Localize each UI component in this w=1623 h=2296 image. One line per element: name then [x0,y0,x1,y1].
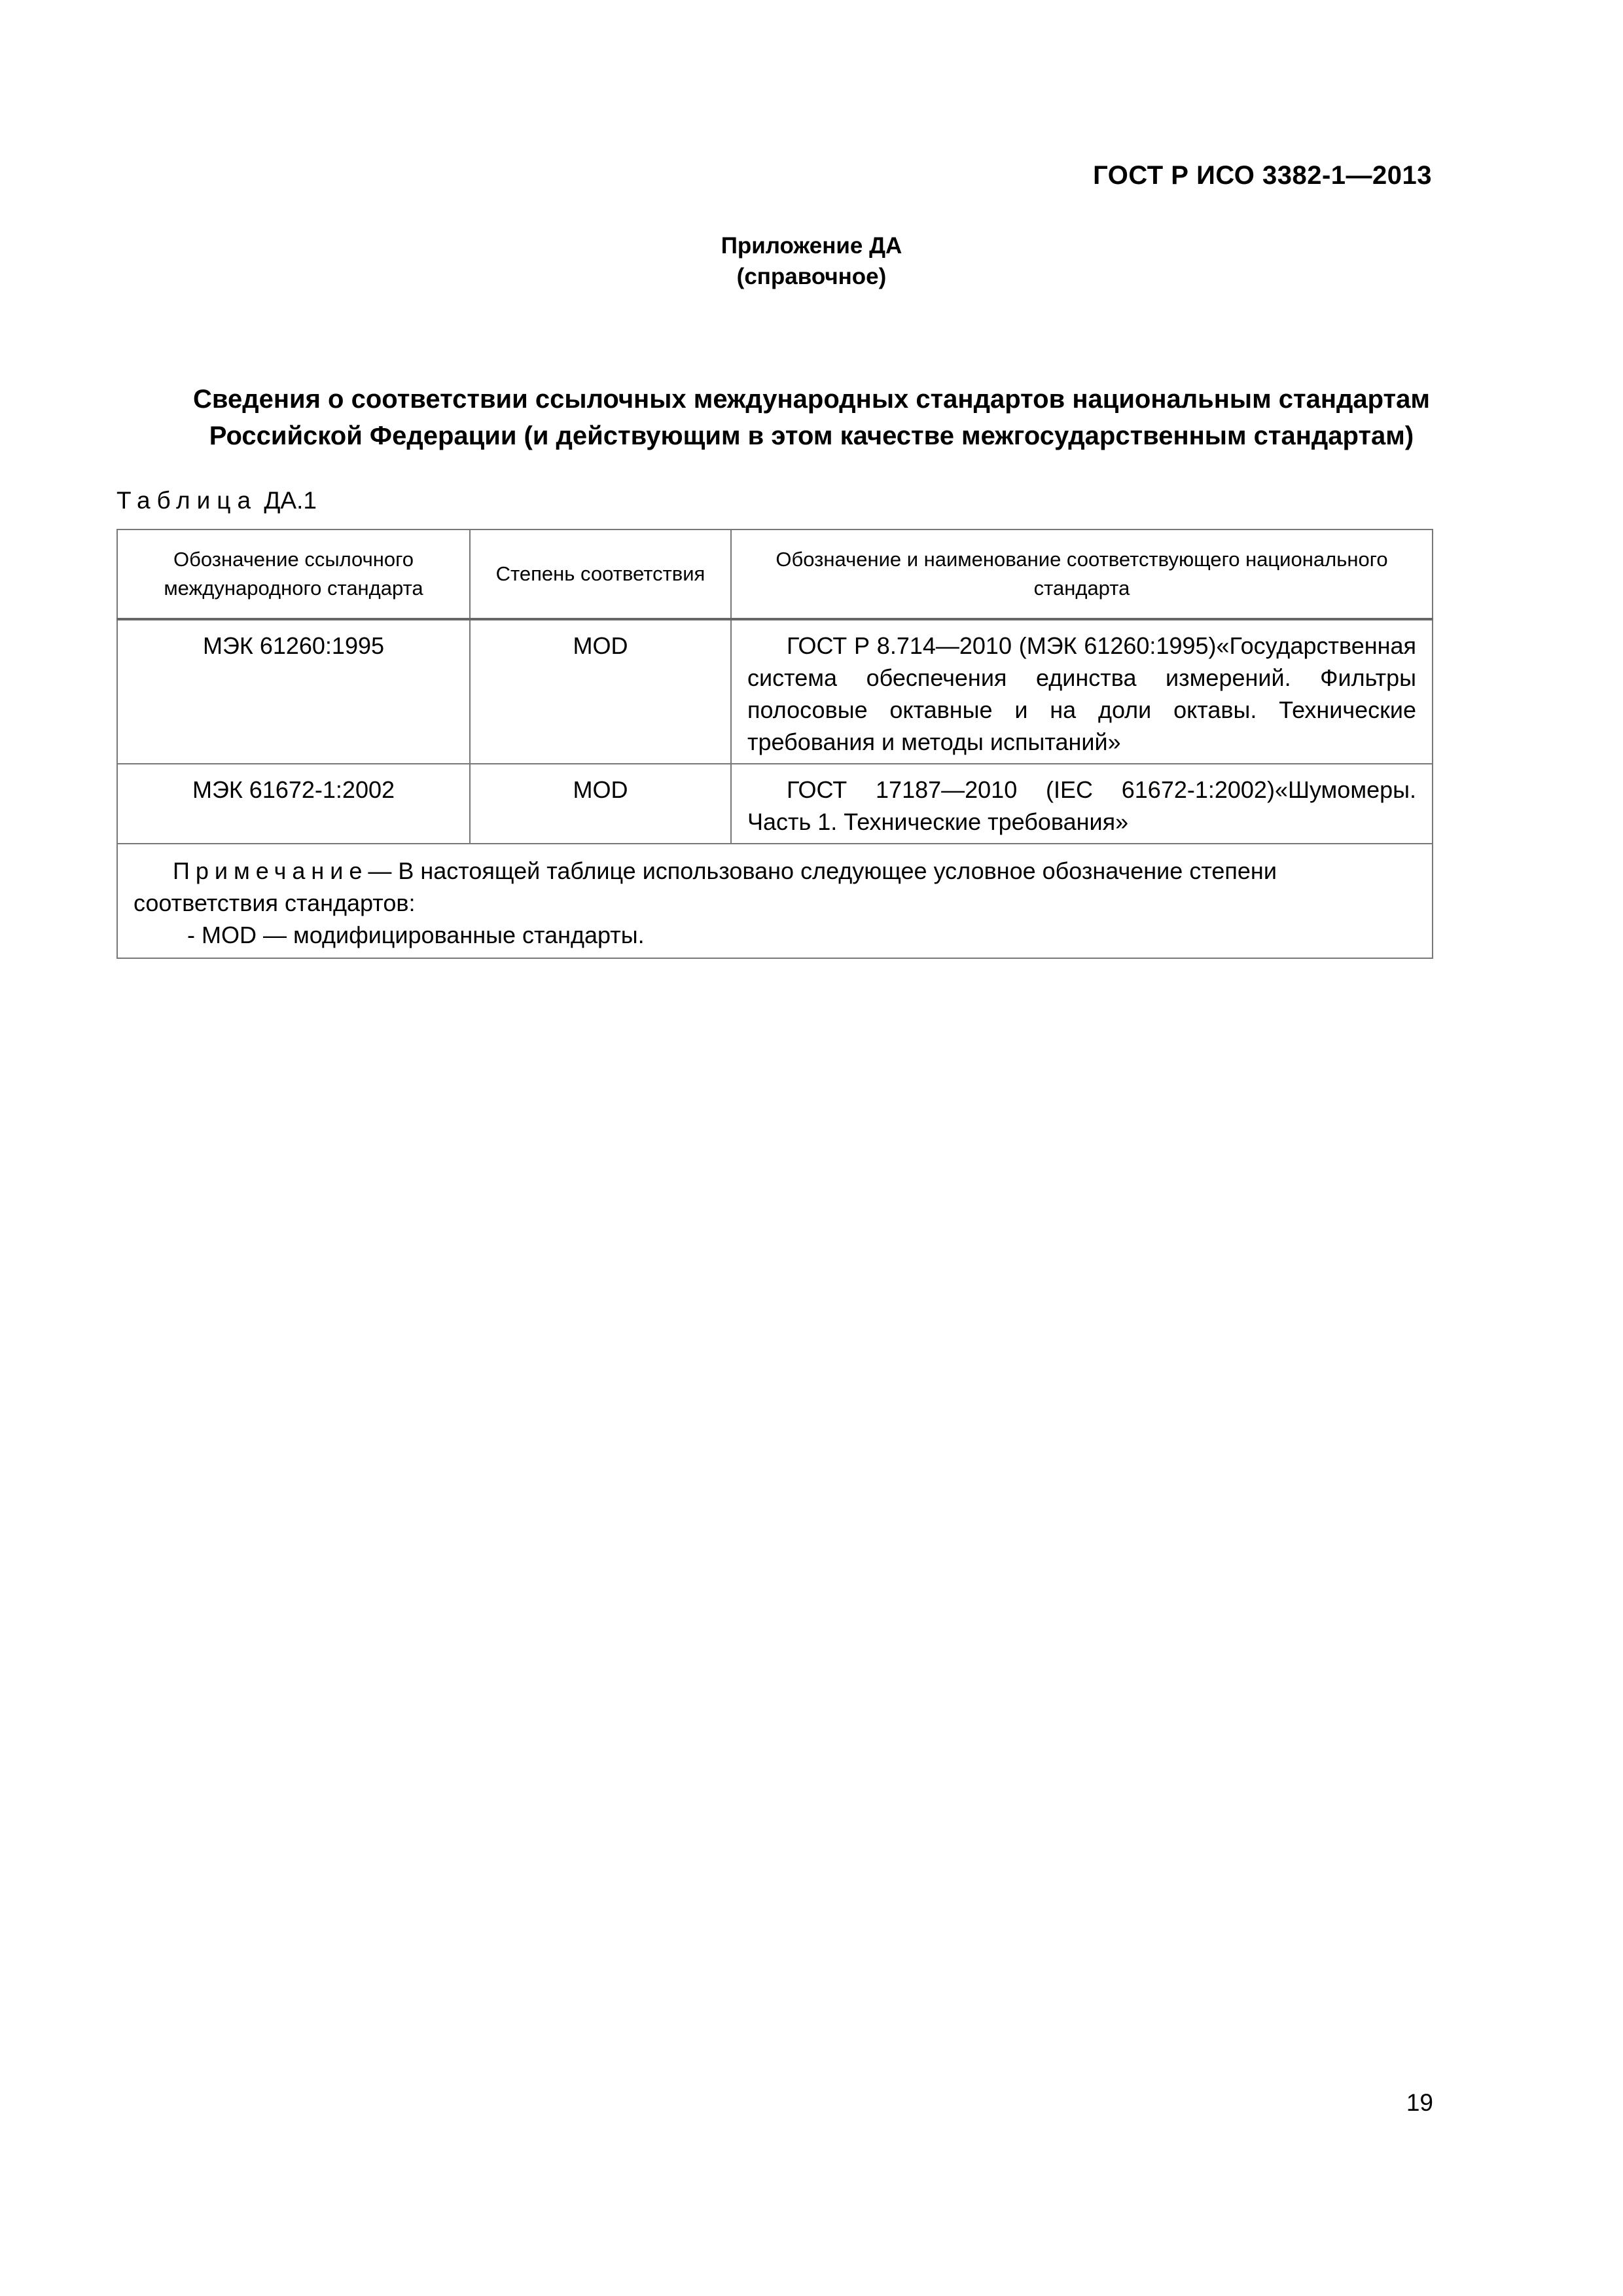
column-header-reference: Обозначение ссылочного международного стандарта [117,529,470,619]
national-standard-cell [731,619,1433,764]
column-header-degree: Степень соответствия [470,529,731,619]
standards-table [116,529,1433,959]
document-code: ГОСТ Р ИСО 3382-1—2013 [1093,161,1432,190]
note-body: — В настоящей таблице использовано следующее условное обозначение степени соответствия стандартов: [134,857,1277,916]
section-heading-line-2: Российской Федерации (и действующим в этом качестве межгосударственным стандартам) [209,422,1414,450]
table-caption [116,487,317,514]
table-row [117,764,1433,844]
note-list-item: - MOD — модифицированные стандарты. [187,922,645,948]
table-header-row [117,529,1433,619]
table-caption-number: ДА.1 [264,487,317,514]
annex-subtitle: (справочное) [736,264,887,289]
table-caption-label: Таблица [116,487,258,514]
reference-standard-cell: МЭК 61260:1995 [117,619,470,764]
section-heading [0,381,1623,454]
table-row [117,619,1433,764]
national-standard-text: ГОСТ 17187—2010 (IEC 61672-1:2002)«Шумомеры. Часть 1. Технические требования» [747,776,1416,835]
table-note-row [117,844,1433,958]
column-header-national: Обозначение и наименование соответствующего национального стандарта [731,529,1433,619]
national-standard-text: ГОСТ Р 8.714—2010 (МЭК 61260:1995)«Государственная система обеспечения единства измерений. Фильтры полосовые октавные и на доли октавы. Технические требования и методы испытаний» [747,632,1416,755]
reference-standard-cell: МЭК 61672-1:2002 [117,764,470,844]
degree-cell: MOD [470,764,731,844]
national-standard-cell [731,764,1433,844]
page-number: 19 [1406,2089,1433,2116]
annex-title: Приложение ДА [721,233,902,259]
section-heading-line-1: Сведения о соответствии ссылочных международных стандартов национальным стандартам [193,385,1430,414]
degree-cell: MOD [470,619,731,764]
table-note-text [134,855,1416,919]
note-label: Примечание [173,857,368,884]
table-note-cell [117,844,1433,958]
annex-block [0,230,1623,292]
